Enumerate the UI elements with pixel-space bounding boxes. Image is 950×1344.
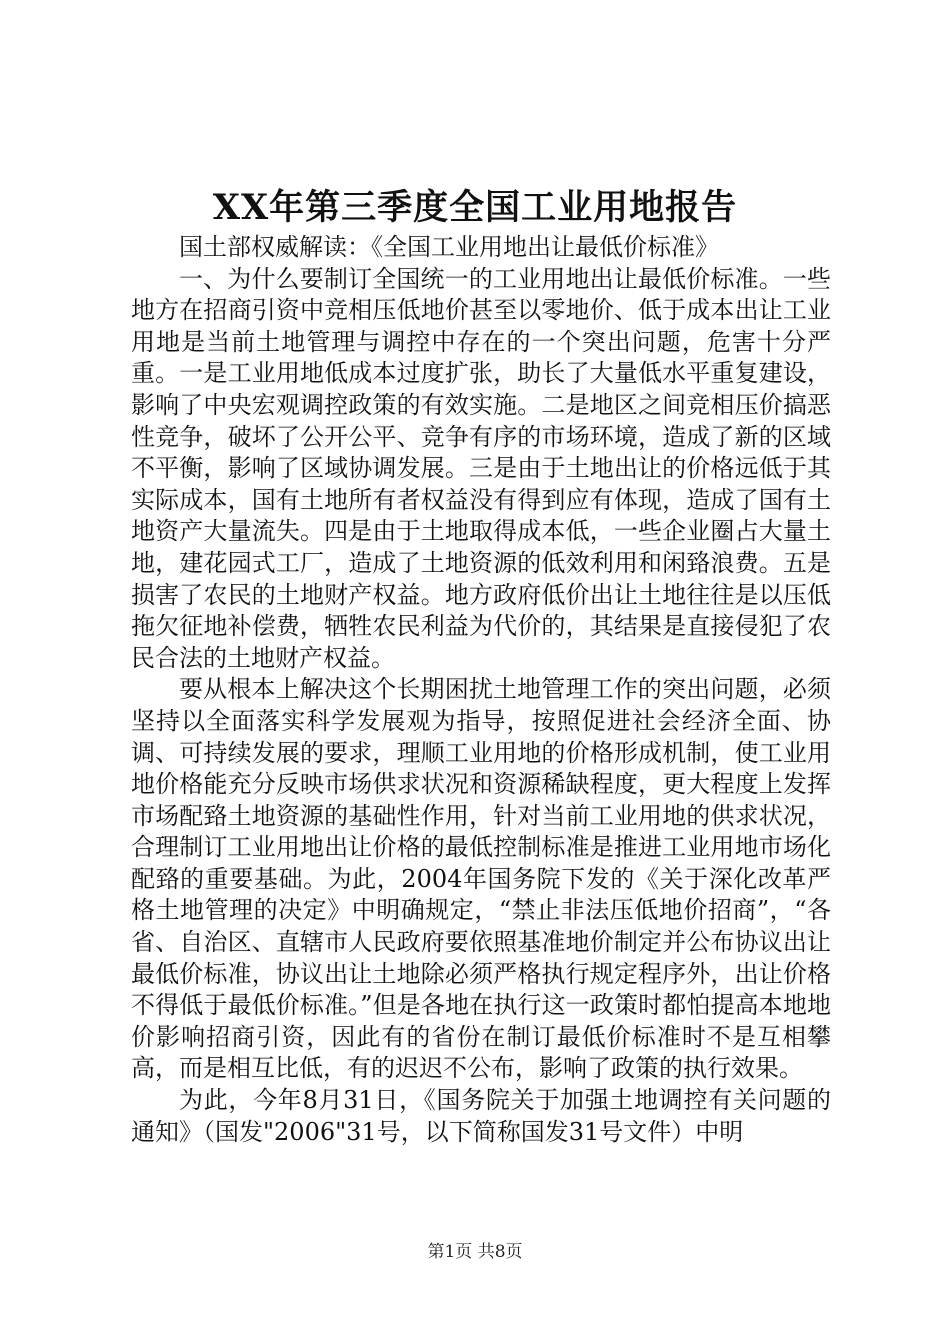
document-title: XX年第三季度全国工业用地报告 — [212, 187, 738, 228]
document-body — [131, 232, 831, 1148]
paragraph-notice: 为此，今年8月31日，《国务院关于加强土地调控有关问题的通知》（国发"2006"31号，以下简称国发31号文件）中明 — [131, 1086, 831, 1146]
paragraph-subtitle: 国土部权威解读：《全国工业用地出让最低价标准》 — [179, 233, 719, 261]
page-footer: 第1页 共8页 — [427, 1242, 523, 1262]
paragraph-section-one: 一、为什么要制订全国统一的工业用地出让最低价标准。一些地方在招商引资中竞相压低地价甚至以零地价、低于成本出让工业用地是当前土地管理与调控中存在的一个突出问题，危害十分严重。一是工业用地低成本过度扩张，助长了大量低水平重复建设，影响了中央宏观调控政策的有效实施。二是地区之间竞相压价搞恶性竞争，破坏了公开公平、竞争有序的市场环境，造成了新的区域不平衡，影响了区域协调发展。三是由于土地出让的价格远低于其实际成本，国有土地所有者权益没有得到应有体现，造成了国有土地资产大量流失。四是由于土地取得成本低，一些企业圈占大量土地，建花园式工厂，造成了土地资源的低效利用和闲臵浪费。五是损害了农民的土地财产权益。地方政府低价出让土地往往是以压低拖欠征地补偿费，牺牲农民利益为代价的，其结果是直接侵犯了农民合法的土地财产权益。 — [131, 264, 831, 672]
paragraph-solution: 要从根本上解决这个长期困扰土地管理工作的突出问题，必须坚持以全面落实科学发展观为指导，按照促进社会经济全面、协调、可持续发展的要求，理顺工业用地的价格形成机制，使工业用地价格能充分反映市场供求状况和资源稀缺程度，更大程度上发挥市场配臵土地资源的基础性作用，针对当前工业用地的供求状况，合理制订工业用地出让价格的最低控制标准是推进工业用地市场化配臵的重要基础。为此，2004年国务院下发的《关于深化改革严格土地管理的决定》中明确规定，“禁止非法压低地价招商”，“各省、自治区、直辖市人民政府要依照基准地价制定并公布协议出让最低价标准，协议出让土地除必须严格执行规定程序外，出让价格不得低于最低价标准。”但是各地在执行这一政策时都怕提高本地地价影响招商引资，因此有的省份在制订最低价标准时不是互相攀高，而是相互比低，有的迟迟不公布，影响了政策的执行效果。 — [131, 675, 831, 1083]
